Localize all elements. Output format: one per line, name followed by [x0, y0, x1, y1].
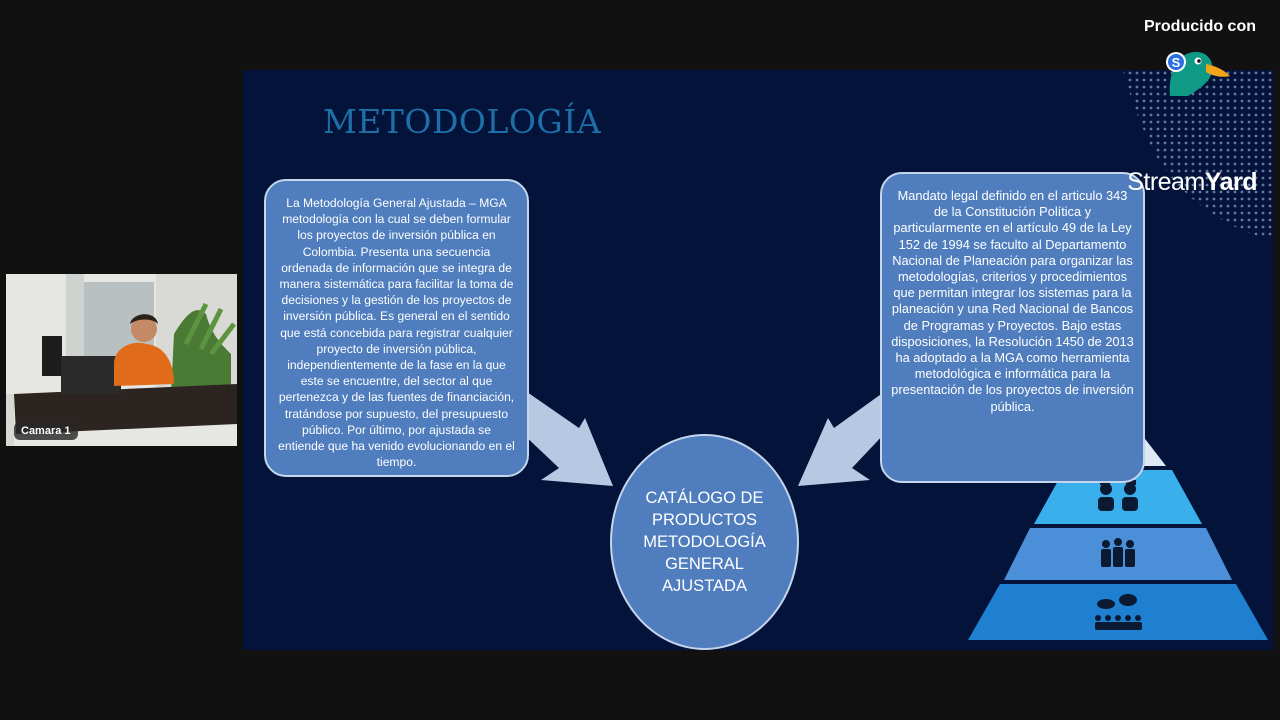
- camera-label: Camara 1: [14, 422, 78, 440]
- arrow-left-down-icon: [796, 388, 886, 488]
- catalog-ellipse: CATÁLOGO DE PRODUCTOS METODOLOGÍA GENERAL AJUSTADA: [610, 434, 799, 650]
- streamyard-logo-text: StreamYard: [1127, 168, 1257, 196]
- arrow-right-down-icon: [521, 388, 621, 488]
- slide-title: METODOLOGÍA: [323, 102, 602, 141]
- produced-with-label: Producido con: [1144, 18, 1256, 35]
- camera-feed[interactable]: [6, 274, 237, 446]
- presentation-slide: [243, 70, 1273, 650]
- pyramid-tier-4: [968, 584, 1268, 640]
- duck-mascot-icon: [1160, 44, 1232, 100]
- svg-text:S: S: [1171, 55, 1181, 70]
- legal-mandate-box: Mandato legal definido en el articulo 343 de la Constitución Política y particularmente en el artículo 49 de la Ley 152 de 1994 se faculto al Departamento Nacional de Planeación para organizar las metodologías, criterios y procedimientos que permitan integrar los sistemas para la planeación y una Red Nacional de Bancos de Programas y Proyectos. Bajo estas disposiciones, la Resolución 1450 de 2013 ha adoptado a la MGA como herramienta metodológica e informática para la presentación de los proyectos de inversión pública.: [880, 172, 1145, 483]
- webcam-scene: [6, 274, 237, 446]
- mga-description-box: La Metodología General Ajustada – MGA metodología con la cual se deben formular los proyectos de inversión pública en Colombia. Presenta una secuencia ordenada de información que se integra de manera sistemática para facilitar la toma de decisiones y la gestión de los proyectos de inversión pública. Es general en el sentido que está concebida para registrar cualquier proyecto de inversión pública, independientemente de la fase en la que este se encuentre, del sector al que pertenezca y de las fuentes de financiación, tratándose por supuesto, del presupuesto público. Por último, por ajustada se entiende que ha venido evolucionando en el tiempo.: [264, 179, 529, 477]
